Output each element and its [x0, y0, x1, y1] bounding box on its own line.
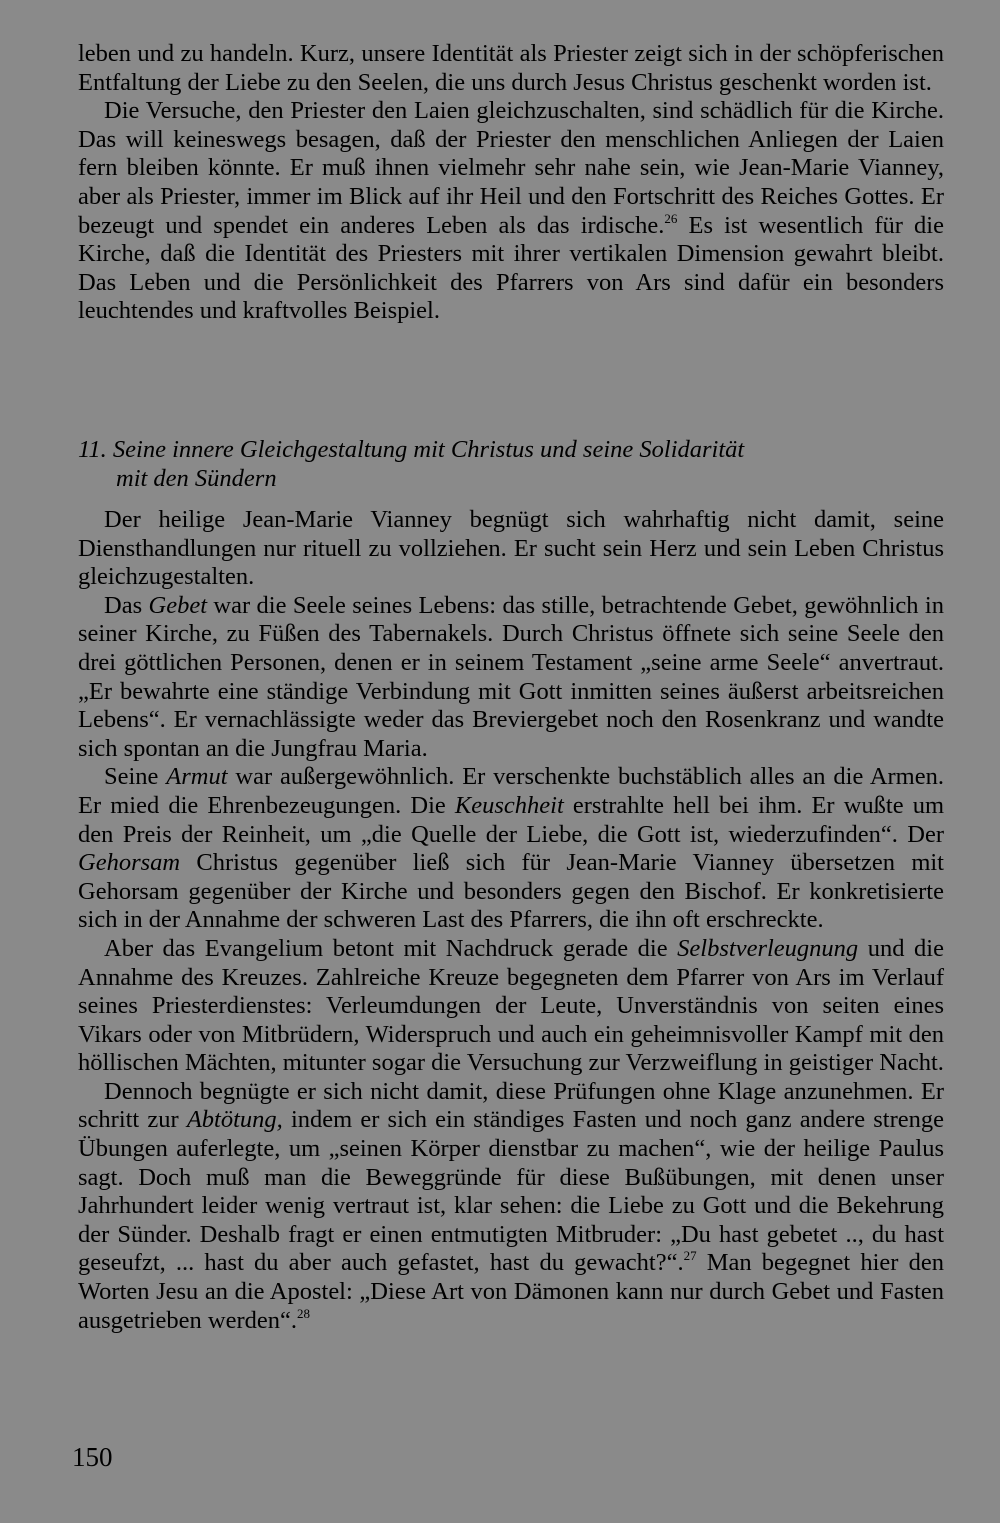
emphasis-gehorsam: Gehorsam: [78, 849, 181, 877]
paragraph-abtoetung: Dennoch begnügte er sich nicht damit, diese Prüfungen ohne Klage anzunehmen. Er schritt zur Abtötung, indem er sich ein ständiges Fasten und noch ganz andere strenge Übungen auferlegte, um „seinen Körper dienstbar zu machen“, wie der heilige Paulus sagt. Doch muß man die Beweggründe für diese Bußübungen, mit denen unser Jahrhundert leider wenig vertraut ist, klar sehen: die Liebe zu Gott und die Bekehrung der Sünder. Deshalb fragt er einen entmutigten Mitbruder: „Du hast gebetet .., du hast geseufzt, ... hast du aber auch gefastet, hast du gewacht?“.$^{27}$ Man begegnet hier den Worten Jesu an die Apostel: „Diese Art von Dämonen kann nur durch Gebet und Fasten ausgetrieben werden“.$^{28}$: [78, 1077, 944, 1334]
section-heading: [78, 436, 944, 493]
section-heading-line2: mit den Sündern: [116, 464, 277, 492]
emphasis-keuschheit: Keuschheit: [454, 791, 564, 819]
footnote-ref-26: 26: [664, 210, 678, 226]
paragraph-armut: Seine Armut war außergewöhnlich. Er verschenkte buchstäblich alles an die Armen. Er mied die Ehrenbezeugungen. Die Keuschheit erstrahlte hell bei ihm. Er wußte um den Preis der Reinheit, um „die Quelle der Liebe, die Gott ist, wiederzufinden“. Der Gehorsam Christus gegenüber ließ sich für Jean-Marie Vianney übersetzen mit Gehorsam gegenüber der Kirche und besonders gegen den Bischof. Er konkretisierte sich in der Annahme der schweren Last des Pfarrers, die ihn oft erschreckte.: [78, 763, 944, 934]
paragraph-selbstverleugnung: Aber das Evangelium betont mit Nachdruck gerade die Selbstverleugnung und die Annahme des Kreuzes. Zahlreiche Kreuze begegneten dem Pfarrer von Ars im Verlauf seines Priesterdienstes: Verleumdungen der Leute, Unverständnis von seiten eines Vikars oder von Mitbrüdern, Widerspruch und auch ein geheimnisvoller Kampf mit den höllischen Mächten, mitunter sogar die Versuchung zur Verzweiflung in geistiger Nacht.: [78, 934, 944, 1077]
paragraph-gebet: Das Gebet war die Seele seines Lebens: das stille, betrachtende Gebet, gewöhnlich in seiner Kirche, zu Füßen des Tabernakels. Durch Christus öffnete sich seine Seele den drei göttlichen Personen, denen er in seinem Testament „seine arme Seele“ anvertraut. „Er bewahrte eine ständige Verbindung mit Gott inmitten seines äußerst arbeitsreichen Lebens“. Er vernachlässigte weder das Breviergebet noch den Rosenkranz und wandte sich spontan an die Jungfrau Maria.: [78, 591, 944, 762]
emphasis-abtoetung: Abtötung,: [186, 1106, 283, 1134]
paragraph-laien: Die Versuche, den Priester den Laien gleichzuschalten, sind schädlich für die Kirche. Das will keineswegs besagen, daß der Priester den menschlichen Anliegen der Laien fern bleiben könnte. Er muß ihnen vielmehr sehr nahe sein, wie Jean-Marie Vianney, aber als Priester, immer im Blick auf ihr Heil und den Fortschritt des Reiches Gottes. Er bezeugt und spendet ein anderes Leben als das irdische.$^{26}$ Es ist wesentlich für die Kirche, daß die Identität des Priesters mit ihrer vertikalen Dimension gewahrt bleibt. Das Leben und die Persönlichkeit des Pfarrers von Ars sind dafür ein besonders leuchtendes und kraftvolles Beispiel.: [78, 97, 944, 325]
emphasis-armut: Armut: [166, 763, 228, 791]
section-heading-line1: 11. Seine innere Gleichgestaltung mit Christus und seine Solidarität: [78, 436, 745, 463]
intro-text-block: [78, 40, 944, 326]
page-number: 150: [72, 1442, 113, 1472]
paragraph-continued: leben und zu handeln. Kurz, unsere Identität als Priester zeigt sich in der schöpferischen Entfaltung der Liebe zu den Seelen, die uns durch Jesus Christus geschenkt worden ist.: [78, 40, 944, 96]
footnote-ref-28: 28: [297, 1305, 311, 1321]
footnote-ref-27: 27: [683, 1248, 697, 1264]
section-body: [78, 506, 944, 1335]
emphasis-gebet: Gebet: [148, 591, 207, 619]
paragraph-diensthandlungen: Der heilige Jean-Marie Vianney begnügt sich wahrhaftig nicht damit, seine Diensthandlungen nur rituell zu vollziehen. Er sucht sein Herz und sein Leben Christus gleichzugestalten.: [78, 506, 944, 591]
emphasis-selbstverleugnung: Selbstverleugnung: [677, 934, 859, 962]
